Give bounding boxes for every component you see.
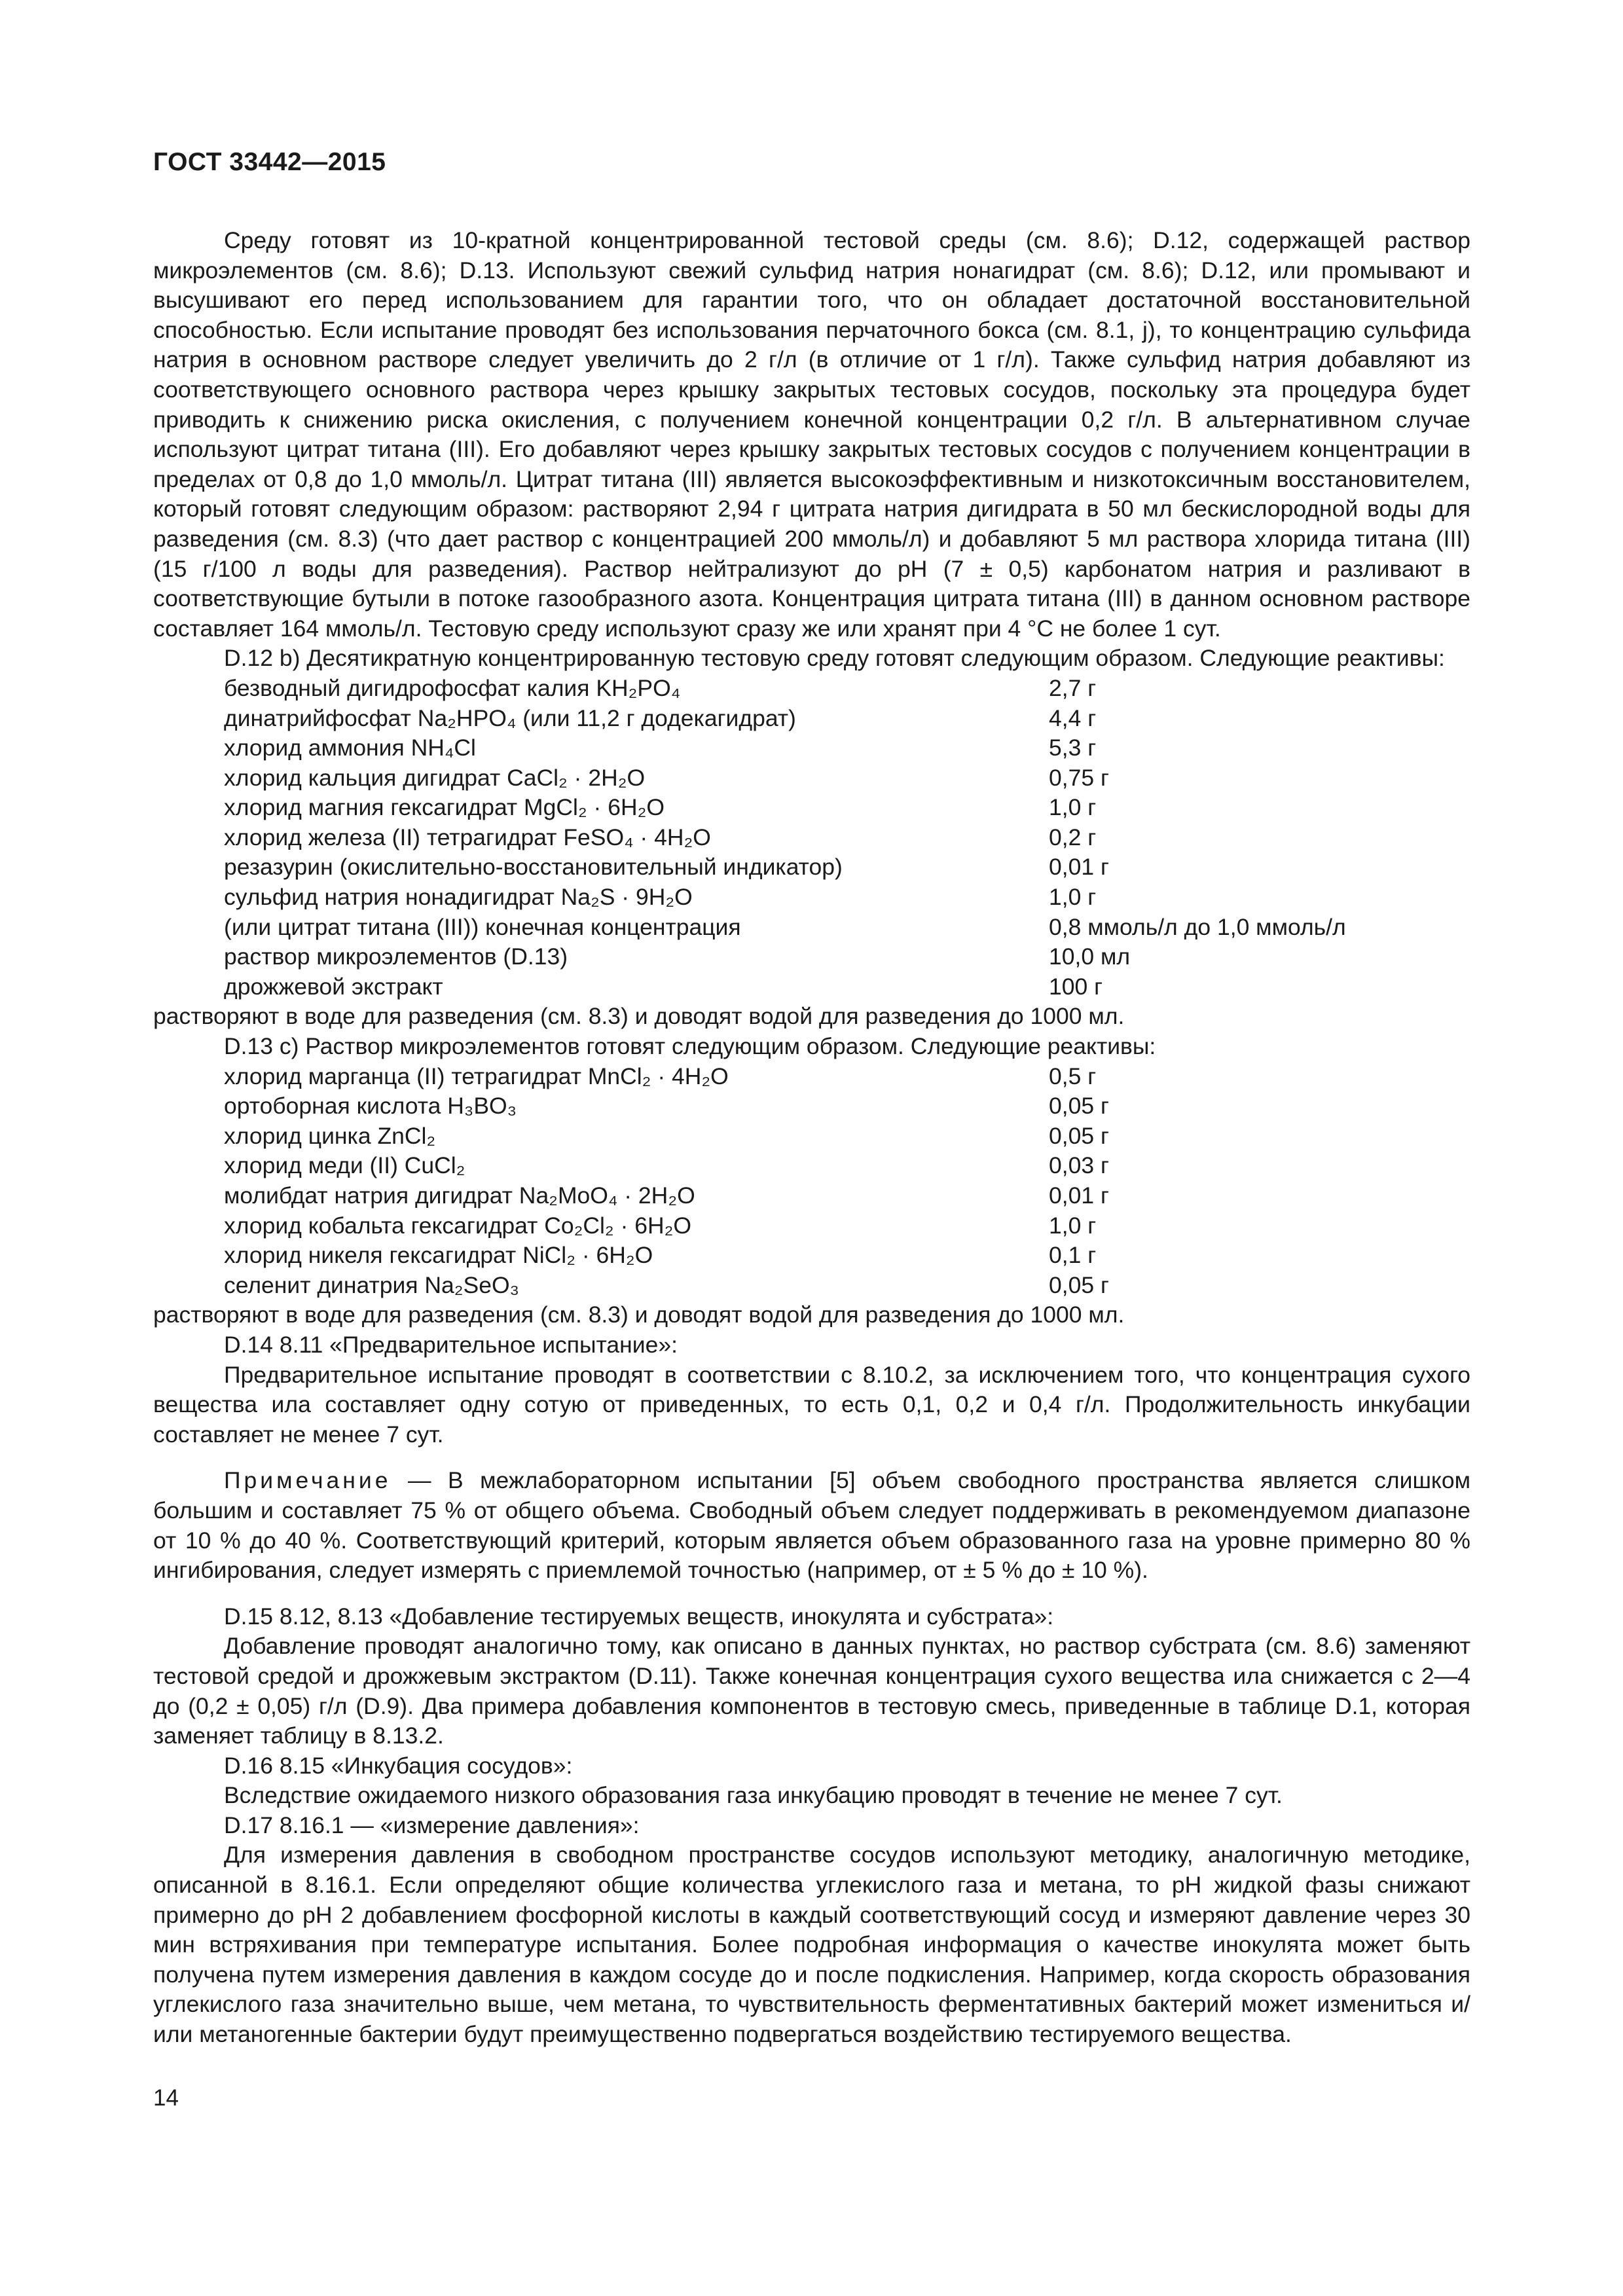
clause-d13-intro: D.13 c) Раствор микроэлементов готовят следующим образом. Следующие реактивы: [224, 1033, 1156, 1060]
clause-d13-closing: растворяют в воде для разведения (см. 8.3) и доводят водой для разведения до 1000 мл. [153, 1302, 1125, 1328]
reagent-row [153, 733, 1470, 763]
clause-d12-closing: растворяют в воде для разведения (см. 8.3) и доводят водой для разведения до 1000 мл. [153, 1003, 1125, 1030]
reagent-name: (или цитрат титана (III)) конечная концентрация [224, 913, 741, 940]
clause-d14-text: Предварительное испытание проводят в соответствии с 8.10.2, за исключением того, что концентрация сухого вещества ила составляет одну сотую от приведенных, то есть 0,1, 0,2 и 0,4 г/л. Продолжительность инкубации составляет не менее 7 сут. [153, 1361, 1470, 1448]
reagent-row [153, 1271, 1470, 1301]
reagent-name: безводный дигидрофосфат калия KH₂PO₄ [224, 674, 681, 701]
reagent-amount: 5,3 г [1049, 735, 1097, 761]
reagent-name: дрожжевой экстракт [224, 973, 443, 1000]
reagent-row [153, 883, 1470, 913]
reagent-row [153, 674, 1470, 704]
reagent-amount: 2,7 г [1049, 674, 1097, 701]
reagent-row [153, 763, 1470, 793]
reagent-amount: 10,0 мл [1049, 943, 1131, 970]
reagent-amount: 0,03 г [1049, 1152, 1109, 1179]
reagent-name: хлорид никеля гексагидрат NiCl₂ · 6H₂O [224, 1242, 653, 1269]
reagent-amount: 0,75 г [1049, 764, 1109, 791]
reagent-row [153, 704, 1470, 734]
reagent-row [153, 1121, 1470, 1152]
reagent-row [153, 1241, 1470, 1271]
reagent-amount: 1,0 г [1049, 884, 1097, 911]
reagent-amount: 0,05 г [1049, 1122, 1109, 1149]
reagent-name: хлорид меди (II) CuCl₂ [224, 1152, 465, 1179]
reagent-amount: 0,05 г [1049, 1093, 1109, 1120]
reagent-name: хлорид аммония NH₄Cl [224, 735, 476, 761]
reagent-name: ортоборная кислота H₃BO₃ [224, 1093, 517, 1120]
clause-d17-heading: D.17 8.16.1 — «измерение давления»: [224, 1812, 640, 1838]
reagent-name: хлорид железа (II) тетрагидрат FeSO₄ · 4H₂O [224, 824, 711, 850]
reagent-row [153, 1181, 1470, 1211]
clause-d15-text: Добавление проводят аналогично тому, как описано в данных пунктах, но раствор субстрата (см. 8.6) заменяют тестовой средой и дрожжевым экстрактом (D.11). Также конечная концентрация сухого вещества ила снижается с 2—4 до (0,2 ± 0,05) г/л (D.9). Два примера добавления компонентов в тестовую смесь, приведенные в таблице D.1, которая заменяет таблицу в 8.13.2. [153, 1633, 1470, 1749]
reagent-name: молибдат натрия дигидрат Na₂MoO₄ · 2H₂O [224, 1182, 695, 1209]
note-label: Примечание [224, 1467, 392, 1494]
reagent-row [153, 942, 1470, 972]
clause-d12-intro: D.12 b) Десятикратную концентрированную тестовую среду готовят следующим образом. Следующие реактивы: [224, 645, 1445, 672]
note-paragraph [153, 1466, 1470, 1585]
reagent-name: хлорид магния гексагидрат MgCl₂ · 6H₂O [224, 794, 665, 821]
reagent-amount: 0,1 г [1049, 1242, 1097, 1269]
reagent-name: селенит динатрия Na₂SeO₃ [224, 1271, 520, 1298]
reagent-amount: 1,0 г [1049, 794, 1097, 821]
reagent-amount: 0,01 г [1049, 854, 1109, 881]
reagent-name: хлорид кобальта гексагидрат Co₂Cl₂ · 6H₂O [224, 1212, 692, 1239]
reagent-row [153, 972, 1470, 1002]
note-text: — В межлабораторном испытании [5] объем свободного пространства является слишком большим и составляет 75 % от общего объема. Свободный объем следует поддерживать в рекомендуемом диапазоне от 10 % до 40 %. Соответствующий критерий, которым является объем образованного газа на уровне примерно 80 % ингибирования, следует измерять с приемлемой точностью (например, от ± 5 % до ± 10 %). [153, 1467, 1470, 1584]
reagent-row [153, 913, 1470, 943]
reagent-name: динатрийфосфат Na₂HPO₄ (или 11,2 г додекагидрат) [224, 704, 796, 731]
clause-d16-text: Вследствие ожидаемого низкого образования газа инкубацию проводят в течение не менее 7 сут. [224, 1782, 1283, 1809]
document-code-header: ГОСТ 33442—2015 [153, 148, 386, 176]
reagent-row [153, 793, 1470, 823]
d13-reagent-list [153, 1062, 1470, 1301]
reagent-amount: 0,2 г [1049, 824, 1097, 850]
reagent-name: хлорид цинка ZnCl₂ [224, 1122, 436, 1149]
reagent-amount: 1,0 г [1049, 1212, 1097, 1239]
reagent-amount: 0,01 г [1049, 1182, 1109, 1209]
reagent-row [153, 1062, 1470, 1092]
clause-d16-heading: D.16 8.15 «Инкубация сосудов»: [224, 1752, 573, 1779]
reagent-row [153, 1091, 1470, 1121]
reagent-row [153, 1211, 1470, 1241]
reagent-amount: 100 г [1049, 973, 1103, 1000]
clause-d15-heading: D.15 8.12, 8.13 «Добавление тестируемых веществ, инокулята и субстрата»: [224, 1603, 1054, 1630]
reagent-amount: 0,05 г [1049, 1271, 1109, 1298]
reagent-row [153, 852, 1470, 883]
reagent-amount: 0,5 г [1049, 1063, 1097, 1089]
page-content [153, 226, 1470, 2050]
clause-d17-text: Для измерения давления в свободном пространстве сосудов используют методику, аналогичную методике, описанной в 8.16.1. Если определяют общие количества углекислого газа и метана, то pH жидкой фазы снижают примерно до pH 2 добавлением фосфорной кислоты в каждый соответствующий сосуд и измеряют давление через 30 мин встряхивания при температуре испытания. Более подробная информация о качестве инокулята может быть получена путем измерения давления в каждом сосуде до и после подкисления. Например, когда скорость образования углекислого газа значительно выше, чем метана, то чувствительность ферментативных бактерий может измениться и/или метаногенные бактерии будут преимущественно подвергаться воздействию тестируемого вещества. [153, 1842, 1470, 2048]
reagent-name: резазурин (окислительно-восстановительный индикатор) [224, 854, 843, 881]
d12-reagent-list [153, 674, 1470, 1002]
page-number: 14 [153, 2085, 179, 2111]
reagent-name: сульфид натрия нонадигидрат Na₂S · 9H₂O [224, 884, 693, 911]
reagent-name: хлорид кальция дигидрат CaCl₂ · 2H₂O [224, 764, 646, 791]
reagent-row [153, 1151, 1470, 1181]
reagent-amount: 0,8 ммоль/л до 1,0 ммоль/л [1049, 913, 1346, 940]
reagent-name: раствор микроэлементов (D.13) [224, 943, 568, 970]
reagent-name: хлорид марганца (II) тетрагидрат MnCl₂ · 4H₂O [224, 1063, 729, 1089]
reagent-row [153, 823, 1470, 853]
reagent-amount: 4,4 г [1049, 704, 1097, 731]
paragraph-medium-preparation: Среду готовят из 10-кратной концентрированной тестовой среды (см. 8.6); D.12, содержащей раствор микроэлементов (см. 8.6); D.13. Используют свежий сульфид натрия нонагидрат (см. 8.6); D.12, или промывают и высушивают его перед использованием для гарантии того, что он обладает достаточной восстановительной способностью. Если испытание проводят без использования перчаточного бокса (см. 8.1, j), то концентрацию сульфида натрия в основном растворе следует увеличить до 2 г/л (в отличие от 1 г/л). Также сульфид натрия добавляют из соответствующего основного раствора через крышку закрытых тестовых сосудов, поскольку эта процедура будет приводить к снижению риска окисления, с получением конечной концентрации 0,2 г/л. В альтернативном случае используют цитрат титана (III). Его добавляют через крышку закрытых тестовых сосудов с получением концентрации в пределах от 0,8 до 1,0 ммоль/л. Цитрат титана (III) является высокоэффективным и низкотоксичным восстановителем, который готовят следующим образом: растворяют 2,94 г цитрата натрия дигидрата в 50 мл бескислородной воды для разведения (см. 8.3) (что дает раствор с концентрацией 200 ммоль/л) и добавляют 5 мл раствора хлорида титана (III) (15 г/100 л воды для разведения). Раствор нейтрализуют до pH (7 ± 0,5) карбонатом натрия и разливают в соответствующие бутыли в потоке газообразного азота. Концентрация цитрата титана (III) в данном основном растворе составляет 164 ммоль/л. Тестовую среду используют сразу же или хранят при 4 °С не более 1 сут. [153, 227, 1470, 642]
clause-d14-heading: D.14 8.11 «Предварительное испытание»: [224, 1331, 678, 1358]
